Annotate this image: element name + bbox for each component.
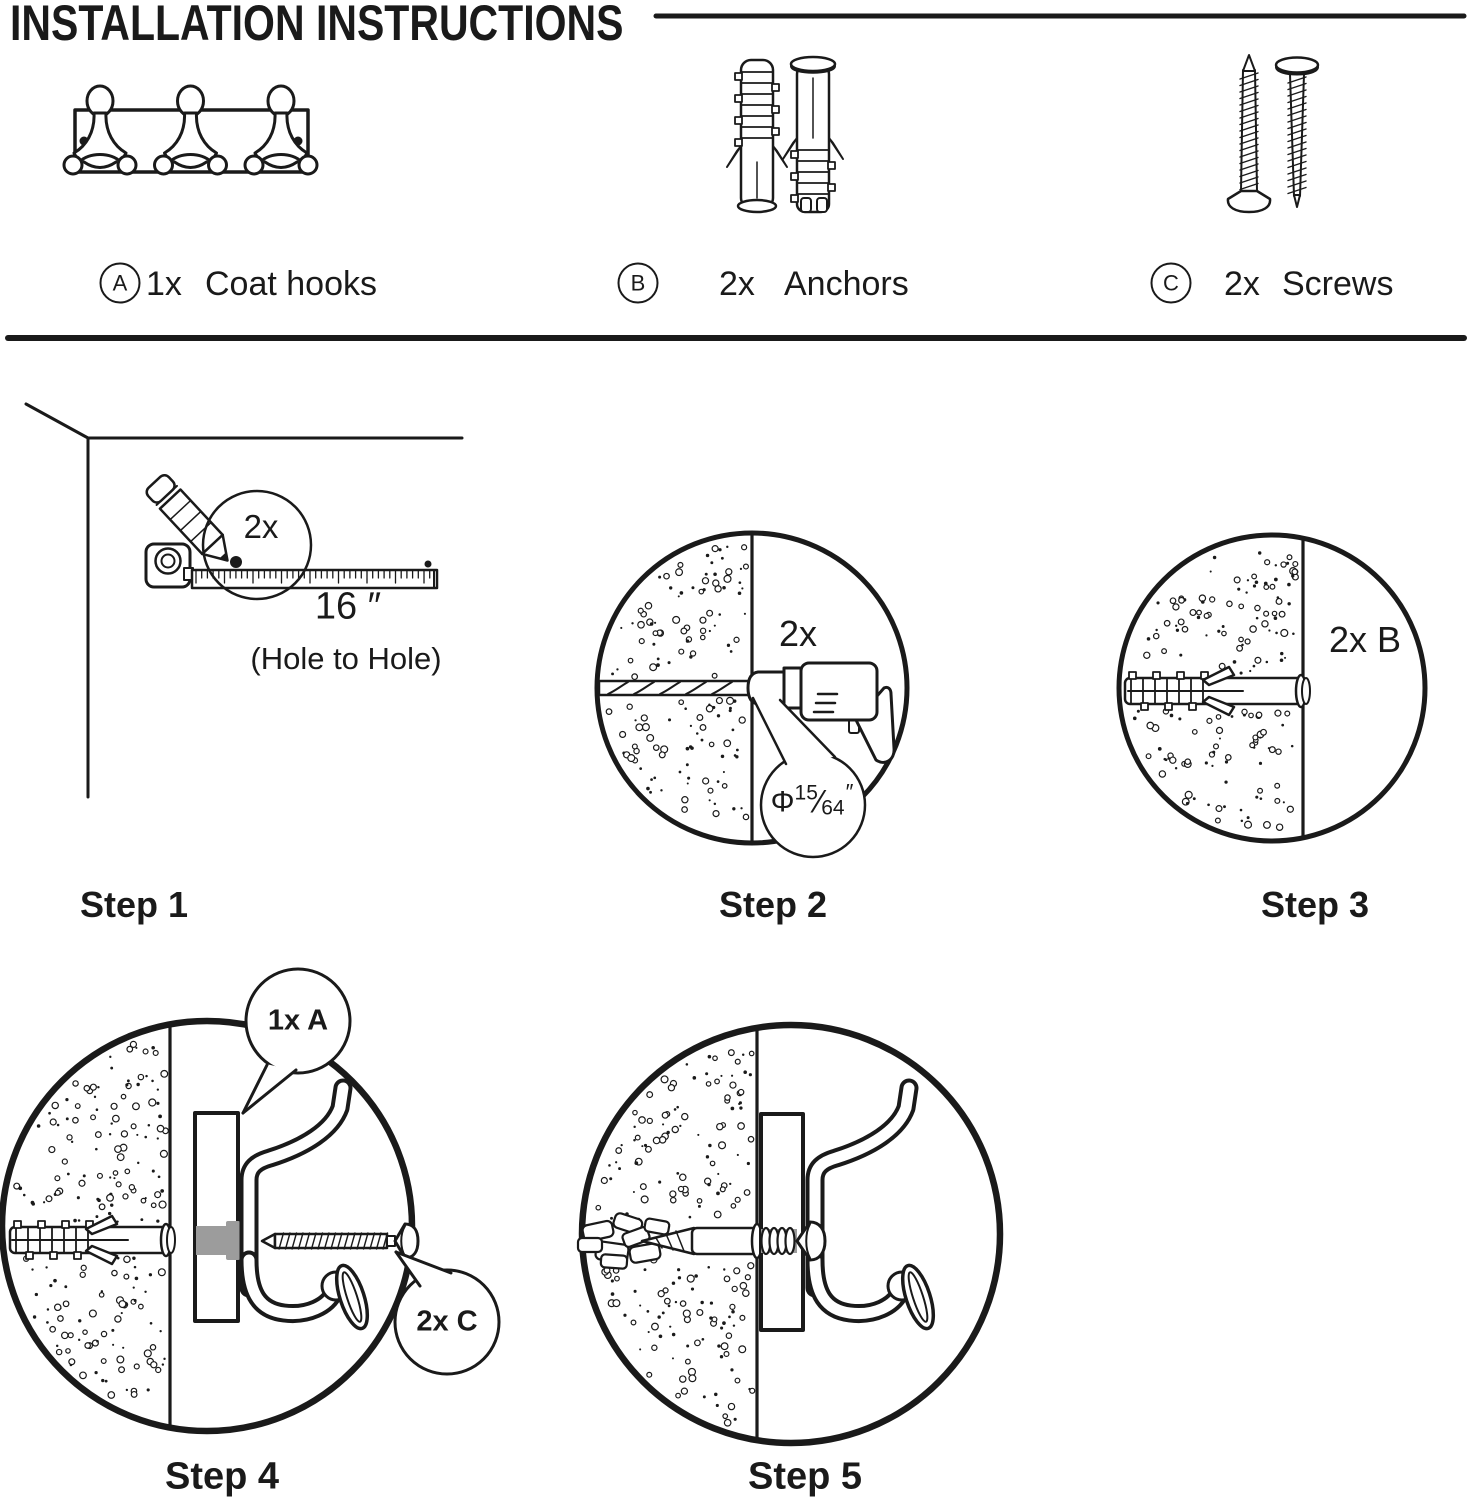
step4-hook-callout: 1x A xyxy=(267,1004,329,1037)
part-c-badge: C xyxy=(1151,263,1192,304)
step3-anchor-count: 2x B xyxy=(1328,619,1402,660)
step1-drawing xyxy=(26,404,462,797)
step2-label: Step 2 xyxy=(718,884,828,925)
step4-drawing xyxy=(2,969,499,1431)
coat-hook-side-view xyxy=(815,1088,940,1332)
step2-diameter-value: Φ 15 ⁄ 64 ″ xyxy=(770,779,854,820)
step1-distance: 16 ″ xyxy=(314,585,382,628)
step2-drawing xyxy=(597,533,907,857)
screws-icon xyxy=(1228,55,1318,212)
step3-drawing xyxy=(1119,535,1425,841)
rail-side-view xyxy=(195,1113,238,1321)
step5-label: Step 5 xyxy=(747,1455,863,1498)
part-a-badge: A xyxy=(100,263,141,304)
coat-hook-side-view xyxy=(249,1088,374,1332)
page-title: INSTALLATION INSTRUCTIONS xyxy=(10,0,624,51)
step1-mark-count: 2x xyxy=(243,508,279,545)
threaded-hole xyxy=(196,1226,227,1255)
coat-hooks-icon xyxy=(64,86,317,174)
anchor-in-wall xyxy=(10,1216,175,1264)
part-b-name: Anchors xyxy=(784,265,909,303)
part-a-name: Coat hooks xyxy=(205,265,377,303)
anchors-icon xyxy=(727,57,843,212)
step1-label: Step 1 xyxy=(79,884,189,925)
anchor-in-wall xyxy=(1125,667,1310,715)
rail-side-view xyxy=(761,1114,803,1330)
screw-side-view xyxy=(262,1224,418,1258)
step3-label: Step 3 xyxy=(1260,884,1370,925)
part-a-qty: 1x xyxy=(146,265,182,303)
part-c-name: Screws xyxy=(1282,265,1394,303)
step1-distance-note: (Hole to Hole) xyxy=(250,641,442,676)
part-c-qty: 2x xyxy=(1224,265,1260,303)
step4-label: Step 4 xyxy=(164,1455,280,1498)
step4-screw-callout: 2x C xyxy=(416,1305,478,1338)
diameter-icon: Φ xyxy=(770,785,795,818)
step5-drawing xyxy=(578,1025,1000,1443)
expanded-anchor xyxy=(578,1212,762,1269)
part-b-badge: B xyxy=(618,263,659,304)
step2-drill-count: 2x xyxy=(778,613,818,654)
part-b-qty: 2x xyxy=(719,265,755,303)
